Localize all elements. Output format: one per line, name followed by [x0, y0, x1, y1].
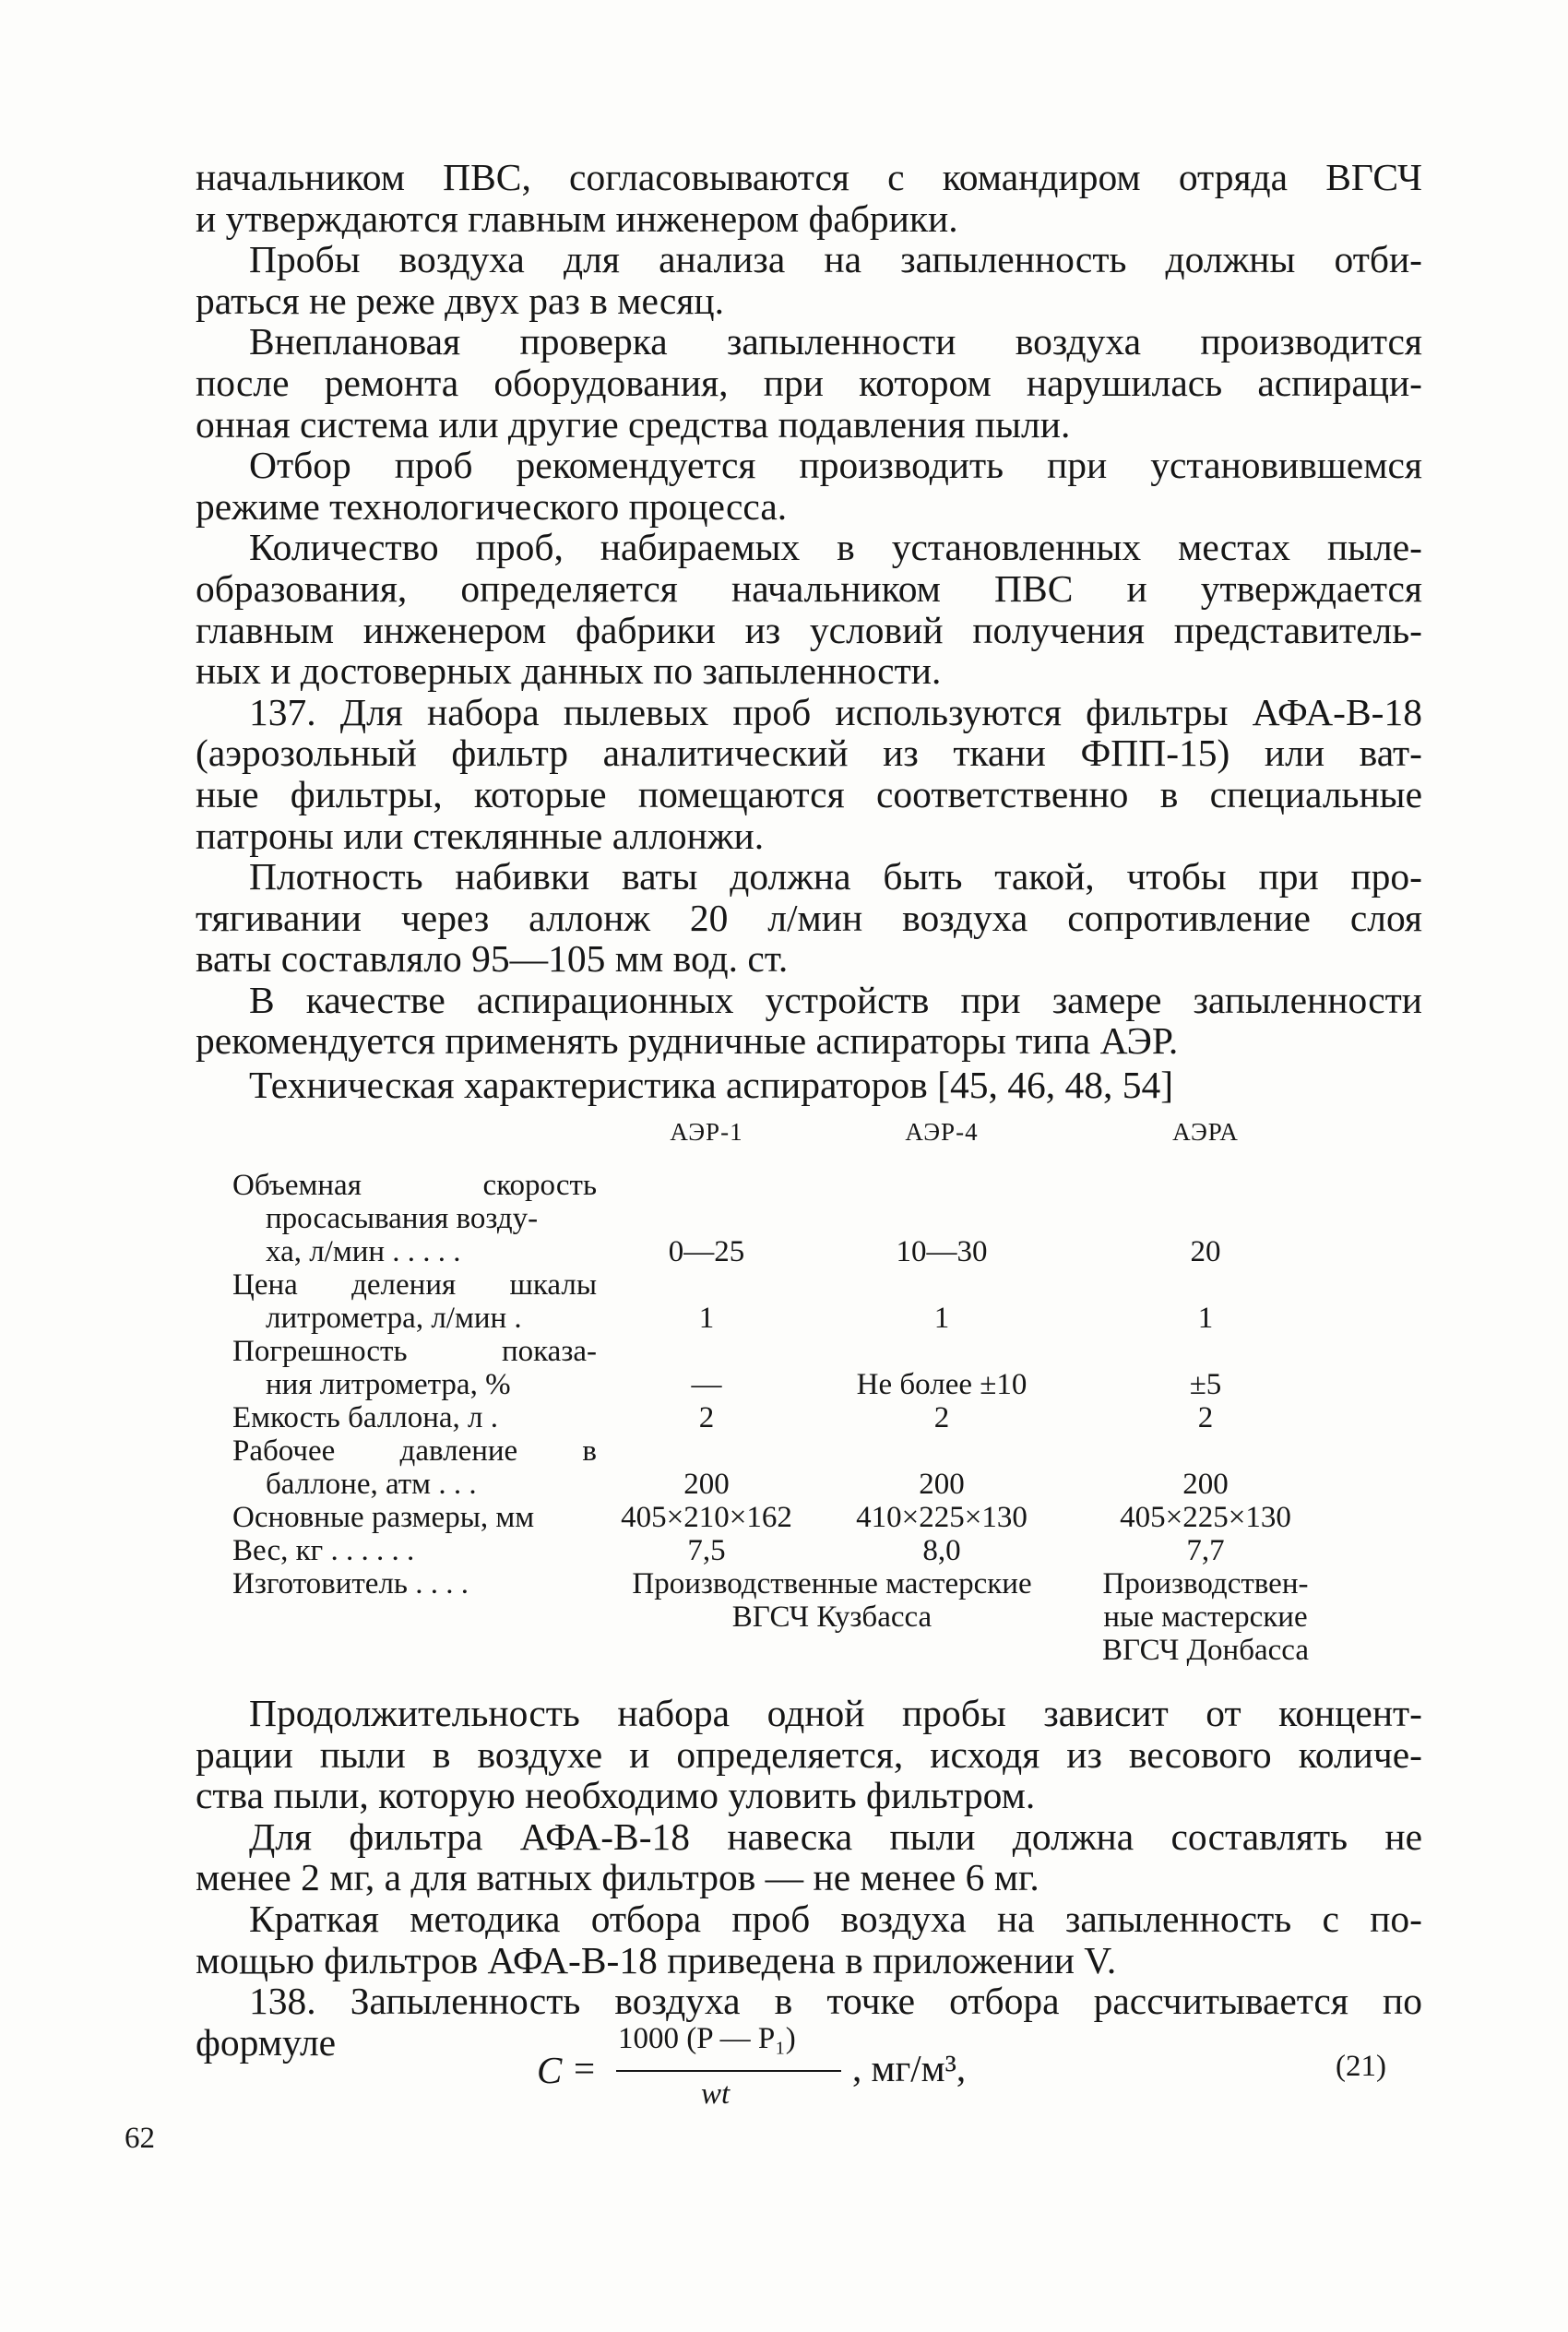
text-line: формуле: [196, 2020, 337, 2064]
cell-value: 20: [1190, 1235, 1221, 1269]
cell-value: 1: [933, 1302, 950, 1336]
paragraph: [196, 980, 1422, 1062]
text-line: Краткая методика отбора проб воздуха на запыленность с по-: [249, 1898, 1422, 1941]
text-line: ства пыли, которую необходимо уловить фильтром.: [196, 1774, 1036, 1817]
maker-cell: Производственные мастерские ВГСЧ Кузбасса: [632, 1567, 1032, 1635]
table-row: [232, 1501, 1344, 1534]
table-row: [232, 1567, 1344, 1667]
formula-numerator: 1000 (P — P₁): [618, 2022, 796, 2055]
page-body: [196, 157, 1422, 2063]
text-line: начальником ПВС, согласовываются с командиром отряда ВГСЧ: [196, 156, 1422, 198]
text-line: главным инженером фабрики из условий получения представитель-: [196, 608, 1422, 651]
paragraph: [196, 157, 1422, 239]
cell-value: 200: [683, 1468, 730, 1502]
text-line: В качестве аспирационных устройств при замере запыленности: [249, 978, 1422, 1021]
text-line: режиме технологического процесса.: [196, 484, 788, 528]
cell-value: 2: [1197, 1401, 1214, 1435]
formula-denominator: wt: [701, 2077, 731, 2111]
table-caption: Техническая характеристика аспираторов [45, 46, 48, 54]: [249, 1064, 1174, 1107]
column-header: АЭР-4: [905, 1118, 979, 1147]
cell-value: 7,5: [687, 1534, 726, 1568]
row-label: Объемная скорость просасывания возду- ха, л/мин . . . . .: [232, 1169, 597, 1269]
cell-value: 200: [919, 1468, 965, 1502]
paragraph: [196, 1693, 1422, 1816]
spec-table: [232, 1115, 1344, 1667]
cell-value: 200: [1182, 1468, 1229, 1502]
paragraph: [196, 445, 1422, 527]
text-block-top: [196, 157, 1422, 1062]
table-row: [232, 1401, 1344, 1434]
table-row: [232, 1169, 1344, 1268]
text-line: образования, определяется начальником ПВС и утверждается: [196, 566, 1422, 610]
cell-value: 2: [698, 1401, 715, 1435]
paragraph: [196, 321, 1422, 445]
paragraph: [196, 1816, 1422, 1898]
text-line: после ремонта оборудования, при котором нарушилась аспираци-: [196, 361, 1422, 404]
table-row: [232, 1534, 1344, 1567]
text-line: 137. Для набора пылевых проб используются фильтры АФА-В-18: [249, 690, 1422, 733]
cell-value: 1: [1197, 1302, 1214, 1336]
page-number: 62: [125, 2122, 155, 2155]
text-line: раться не реже двух раз в месяц.: [196, 279, 725, 322]
formula-number: (21): [1336, 2050, 1386, 2083]
table-header-row: [232, 1115, 1344, 1169]
column-header: АЭРА: [1172, 1118, 1239, 1147]
text-line: мощью фильтров АФА-В-18 приведена в приложении V.: [196, 1938, 1117, 1981]
text-line: рекомендуется применять рудничные аспираторы типа АЭР.: [196, 1019, 1179, 1063]
formula-lhs: C: [537, 2049, 563, 2091]
text-line: онная система или другие средства подавления пыли.: [196, 402, 1071, 446]
row-label: Цена деления шкалы литрометра, л/мин .: [232, 1268, 597, 1336]
text-line: ваты составляло 95—105 мм вод. ст.: [196, 937, 789, 981]
row-label: Изготовитель . . . .: [232, 1567, 469, 1601]
text-line: рации пыли в воздухе и определяется, исходя из весового количе-: [196, 1732, 1422, 1776]
row-label: Погрешность показа- ния литрометра, %: [232, 1335, 597, 1402]
table-row: [232, 1335, 1344, 1401]
cell-value: 10—30: [896, 1235, 988, 1269]
row-label: Емкость баллона, л .: [232, 1401, 499, 1435]
paragraph: [196, 856, 1422, 980]
text-line: 138. Запыленность воздуха в точке отбора рассчитывается по: [249, 1980, 1422, 2023]
text-line: Внеплановая проверка запыленности воздуха производится: [249, 320, 1422, 363]
text-line: патроны или стеклянные аллонжи.: [196, 814, 765, 857]
text-line: (аэрозольный фильтр аналитический из ткани ФПП-15) или ват-: [196, 732, 1422, 775]
fraction-bar: [616, 2070, 841, 2072]
cell-value: 2: [933, 1401, 950, 1435]
table-row: [232, 1434, 1344, 1501]
cell-value: 7,7: [1186, 1534, 1225, 1568]
cell-value: Не более ±10: [856, 1368, 1028, 1402]
text-line: ные фильтры, которые помещаются соответственно в специальные: [196, 772, 1422, 815]
paragraph: [196, 239, 1422, 321]
row-label: Рабочее давление в баллоне, атм . . .: [232, 1434, 597, 1502]
text-line: и утверждаются главным инженером фабрики.: [196, 196, 958, 240]
paragraph: [196, 527, 1422, 691]
formula-equals: =: [574, 2047, 596, 2089]
cell-value: 8,0: [922, 1534, 961, 1568]
cell-value: 0—25: [668, 1235, 745, 1269]
text-line: Для фильтра АФА-В-18 навеска пыли должна составлять не: [249, 1814, 1422, 1858]
paragraph: [196, 692, 1422, 856]
text-line: Продолжительность набора одной пробы зависит от концент-: [249, 1692, 1422, 1735]
text-line: Пробы воздуха для анализа на запыленность должны отби-: [249, 238, 1422, 281]
text-line: Плотность набивки ваты должна быть такой, чтобы при про-: [249, 855, 1422, 898]
row-label: Вес, кг . . . . . .: [232, 1534, 415, 1568]
text-line: менее 2 мг, а для ватных фильтров — не менее 6 мг.: [196, 1856, 1039, 1899]
column-header: АЭР-1: [670, 1118, 743, 1147]
cell-value: 410×225×130: [856, 1501, 1028, 1535]
text-line: ных и достоверных данных по запыленности.: [196, 649, 942, 693]
row-label: Основные размеры, мм: [232, 1501, 535, 1535]
cell-value: 405×225×130: [1120, 1501, 1291, 1535]
text-block-bottom: [196, 1693, 1422, 2063]
cell-value: 405×210×162: [621, 1501, 792, 1535]
formula-unit: , мг/м³,: [852, 2047, 967, 2089]
table-row: [232, 1268, 1344, 1335]
maker-cell: Производствен- ные мастерские ВГСЧ Донбасса: [1102, 1567, 1309, 1668]
paragraph: [196, 1898, 1422, 1981]
text-line: Количество проб, набираемых в установленных местах пыле-: [249, 526, 1422, 569]
cell-value: ±5: [1189, 1368, 1222, 1402]
cell-value: —: [691, 1368, 722, 1402]
text-line: тягивании через аллонж 20 л/мин воздуха сопротивление слоя: [196, 896, 1422, 939]
text-line: Отбор проб рекомендуется производить при установившемся: [249, 444, 1422, 487]
formula-21: [196, 2018, 1422, 2120]
cell-value: 1: [698, 1302, 715, 1336]
